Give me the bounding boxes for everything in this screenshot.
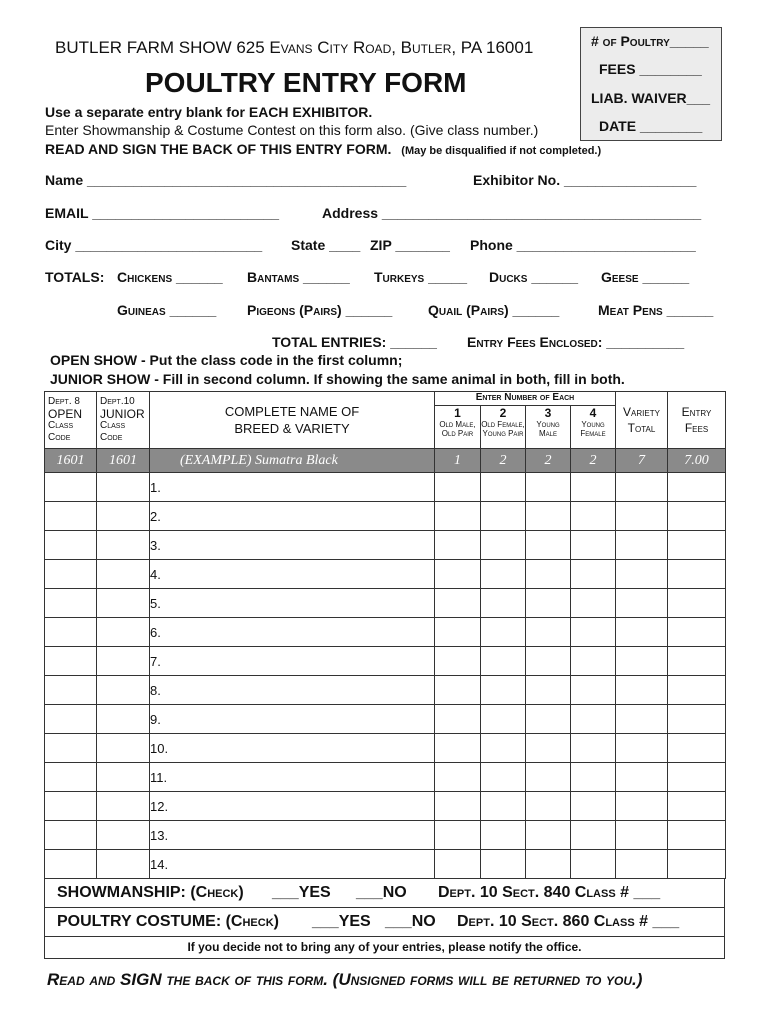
col-young-female — [571, 406, 615, 448]
breed-cell[interactable] — [150, 473, 435, 502]
totals-bantams[interactable]: Bantams ______ — [247, 269, 350, 285]
show-address: BUTLER FARM SHOW 625 Evans City Road, Butler, PA 16001 — [55, 38, 534, 57]
footer-sign-notice: Read and SIGN the back of this form. (Unsigned forms will be returned to you.) — [47, 970, 643, 989]
count1-cell[interactable] — [435, 589, 481, 618]
example-count-4: 2 — [571, 449, 616, 473]
count1-cell[interactable] — [435, 792, 481, 821]
count1-cell[interactable] — [435, 618, 481, 647]
junior-code-cell[interactable] — [97, 821, 150, 850]
junior-code-cell[interactable] — [97, 502, 150, 531]
junior-code-cell[interactable] — [97, 705, 150, 734]
col-junior-code: Code — [100, 432, 123, 443]
open-code-cell[interactable] — [45, 792, 97, 821]
breed-cell[interactable] — [150, 676, 435, 705]
count4-cell[interactable] — [571, 618, 616, 647]
count2-cell[interactable] — [481, 676, 526, 705]
col-open-dept: Dept. 8 — [48, 396, 80, 407]
breed-cell[interactable] — [150, 705, 435, 734]
open-show-instruction: OPEN SHOW - Put the class code in the first column; — [50, 352, 403, 368]
open-code-cell[interactable] — [45, 734, 97, 763]
variety-total-cell[interactable] — [616, 589, 668, 618]
entry-row — [45, 850, 726, 879]
junior-code-cell[interactable] — [97, 676, 150, 705]
col-junior-dept: Dept.10 — [100, 396, 135, 407]
variety-total-cell[interactable] — [616, 705, 668, 734]
col-breed-line2: BREED & VARIETY — [234, 421, 350, 436]
count4-cell[interactable] — [571, 502, 616, 531]
totals-pigeons[interactable]: Pigeons (Pairs) ______ — [247, 302, 393, 318]
showmanship-class[interactable]: Dept. 10 Sect. 840 Class # ___ — [438, 884, 661, 901]
count1-cell[interactable] — [435, 821, 481, 850]
junior-code-cell[interactable] — [97, 531, 150, 560]
col-open-label: OPEN — [48, 407, 83, 421]
open-code-cell[interactable] — [45, 473, 97, 502]
junior-code-cell[interactable] — [97, 473, 150, 502]
entry-row — [45, 589, 726, 618]
example-row — [45, 449, 726, 473]
col-breed-variety — [150, 392, 435, 449]
showmanship-row — [44, 879, 725, 908]
junior-code-cell[interactable] — [97, 763, 150, 792]
entry-row — [45, 676, 726, 705]
col-young-male — [526, 406, 571, 448]
row-number: 12. — [150, 798, 169, 814]
variety-total-cell[interactable] — [616, 531, 668, 560]
sub4-line2: Female — [580, 429, 606, 438]
count1-cell[interactable] — [435, 850, 481, 879]
row-number: 3. — [150, 537, 161, 553]
variety-total-cell[interactable] — [616, 647, 668, 676]
office-poultry-count: # of Poultry_____ — [591, 33, 709, 49]
breed-cell[interactable] — [150, 821, 435, 850]
sub1-line1: Old Male, — [439, 420, 476, 429]
entry-fees-cell[interactable] — [668, 821, 726, 850]
entry-row — [45, 734, 726, 763]
count3-cell[interactable] — [526, 618, 571, 647]
variety-total-cell[interactable] — [616, 502, 668, 531]
count2-cell[interactable] — [481, 589, 526, 618]
name-field[interactable]: Name _________________________________________ — [45, 172, 407, 188]
row-number: 10. — [150, 740, 169, 756]
breed-cell[interactable] — [150, 850, 435, 879]
address-field[interactable]: Address _________________________________________ — [322, 205, 702, 221]
entry-row — [45, 560, 726, 589]
count4-cell[interactable] — [571, 589, 616, 618]
count2-cell[interactable] — [481, 705, 526, 734]
example-entry-fees: 7.00 — [668, 449, 726, 473]
example-count-3: 2 — [526, 449, 571, 473]
col-old-male-old-pair — [435, 406, 481, 448]
example-count-2: 2 — [481, 449, 526, 473]
entry-fees-cell[interactable] — [668, 734, 726, 763]
office-fees: FEES ________ — [599, 61, 702, 77]
entry-fees-cell[interactable] — [668, 850, 726, 879]
entry-fees-cell[interactable] — [668, 473, 726, 502]
count3-cell[interactable] — [526, 676, 571, 705]
totals-quail[interactable]: Quail (Pairs) ______ — [428, 302, 560, 318]
count4-cell[interactable] — [571, 676, 616, 705]
count1-cell[interactable] — [435, 705, 481, 734]
instruction-sign-back — [45, 141, 601, 157]
sub4-line1: Young — [581, 420, 605, 429]
entry-fees-cell[interactable] — [668, 560, 726, 589]
entry-row — [45, 821, 726, 850]
entry-table — [44, 391, 726, 879]
junior-code-cell[interactable] — [97, 850, 150, 879]
count2-cell[interactable] — [481, 850, 526, 879]
row-number: 14. — [150, 856, 169, 872]
junior-code-cell[interactable] — [97, 734, 150, 763]
junior-code-cell[interactable] — [97, 618, 150, 647]
open-code-cell[interactable] — [45, 618, 97, 647]
count1-cell[interactable] — [435, 734, 481, 763]
entry-fees-cell[interactable] — [668, 705, 726, 734]
junior-code-cell[interactable] — [97, 589, 150, 618]
col-fees-line2: Fees — [684, 421, 709, 435]
entry-fees-cell[interactable] — [668, 531, 726, 560]
totals-geese[interactable]: Geese ______ — [601, 269, 690, 285]
entry-row — [45, 763, 726, 792]
junior-code-cell[interactable] — [97, 792, 150, 821]
count3-cell[interactable] — [526, 850, 571, 879]
showmanship-label: SHOWMANSHIP: (Check) — [57, 884, 244, 901]
junior-show-instruction: JUNIOR SHOW - Fill in second column. If showing the same animal in both, fill in both. — [50, 371, 625, 387]
row-number: 5. — [150, 595, 161, 611]
col-fees-line1: Entry — [681, 405, 712, 419]
count3-cell[interactable] — [526, 531, 571, 560]
count4-cell[interactable] — [571, 763, 616, 792]
breed-cell[interactable] — [150, 618, 435, 647]
totals-label: TOTALS: — [45, 269, 105, 285]
totals-turkeys[interactable]: Turkeys _____ — [374, 269, 468, 285]
breed-cell[interactable] — [150, 647, 435, 676]
breed-cell[interactable] — [150, 560, 435, 589]
costume-label: POULTRY COSTUME: (Check) — [57, 913, 279, 930]
row-number: 8. — [150, 682, 161, 698]
sub3-line1: Young — [536, 420, 560, 429]
row-number: 7. — [150, 653, 161, 669]
count1-cell[interactable] — [435, 531, 481, 560]
costume-no[interactable]: ___NO — [385, 913, 436, 930]
count1-cell[interactable] — [435, 763, 481, 792]
col-junior-label: JUNIOR — [100, 407, 145, 421]
sub3-num: 3 — [544, 406, 552, 420]
variety-total-cell[interactable] — [616, 560, 668, 589]
row-number: 2. — [150, 508, 161, 524]
count3-cell[interactable] — [526, 560, 571, 589]
instruction-separate-blank: Use a separate entry blank for EACH EXHIBITOR. — [45, 104, 373, 120]
example-variety-total: 7 — [616, 449, 668, 473]
costume-class[interactable]: Dept. 10 Sect. 860 Class # ___ — [457, 913, 680, 930]
count1-cell[interactable] — [435, 560, 481, 589]
entry-fees-enclosed-field[interactable]: Entry Fees Enclosed: __________ — [467, 334, 685, 350]
count2-cell[interactable] — [481, 792, 526, 821]
open-code-cell[interactable] — [45, 821, 97, 850]
email-field[interactable]: EMAIL ________________________ — [45, 205, 280, 221]
col-variety-total — [616, 392, 668, 449]
entry-row — [45, 647, 726, 676]
count1-cell[interactable] — [435, 647, 481, 676]
sub1-line2: Old Pair — [441, 429, 474, 438]
count4-cell[interactable] — [571, 705, 616, 734]
office-use-box — [580, 27, 722, 141]
row-number: 9. — [150, 711, 161, 727]
totals-chickens[interactable]: Chickens ______ — [117, 269, 223, 285]
form-title: POULTRY ENTRY FORM — [145, 67, 467, 98]
entry-fees-cell[interactable] — [668, 763, 726, 792]
count1-cell[interactable] — [435, 473, 481, 502]
count4-cell[interactable] — [571, 473, 616, 502]
enter-number-label: Enter Number of Each — [435, 392, 615, 406]
open-code-cell[interactable] — [45, 502, 97, 531]
entry-row — [45, 618, 726, 647]
disqualify-note: (May be disqualified if not completed.) — [401, 145, 602, 157]
showmanship-yes[interactable]: ___YES — [272, 884, 331, 901]
variety-total-cell[interactable] — [616, 473, 668, 502]
breed-cell[interactable] — [150, 589, 435, 618]
variety-total-cell[interactable] — [616, 676, 668, 705]
open-code-cell[interactable] — [45, 763, 97, 792]
variety-total-cell[interactable] — [616, 618, 668, 647]
entry-row — [45, 502, 726, 531]
count3-cell[interactable] — [526, 821, 571, 850]
variety-total-cell[interactable] — [616, 763, 668, 792]
open-code-cell[interactable] — [45, 589, 97, 618]
junior-code-cell[interactable] — [97, 560, 150, 589]
col-junior-class-code — [97, 392, 150, 449]
count2-cell[interactable] — [481, 821, 526, 850]
entry-fees-cell[interactable] — [668, 618, 726, 647]
col-breed-line1: COMPLETE NAME OF — [224, 404, 360, 419]
phone-field[interactable]: Phone _______________________ — [470, 237, 696, 253]
row-number: 1. — [150, 479, 161, 495]
instruction-showmanship: Enter Showmanship & Costume Contest on this form also. (Give class number.) — [45, 122, 539, 138]
variety-total-cell[interactable] — [616, 821, 668, 850]
open-code-cell[interactable] — [45, 850, 97, 879]
breed-cell[interactable] — [150, 792, 435, 821]
entry-fees-cell[interactable] — [668, 502, 726, 531]
count3-cell[interactable] — [526, 734, 571, 763]
count2-cell[interactable] — [481, 502, 526, 531]
example-breed: (EXAMPLE) Sumatra Black — [150, 449, 435, 473]
office-liability-waiver: LIAB. WAIVER___ — [591, 90, 711, 106]
col-junior-class: Class — [100, 420, 126, 431]
open-code-cell[interactable] — [45, 705, 97, 734]
col-open-code: Code — [48, 432, 71, 443]
entry-row — [45, 705, 726, 734]
breed-cell[interactable] — [150, 531, 435, 560]
count2-cell[interactable] — [481, 531, 526, 560]
notice-row — [44, 937, 725, 959]
entry-row — [45, 473, 726, 502]
count3-cell[interactable] — [526, 705, 571, 734]
breed-cell[interactable] — [150, 763, 435, 792]
count2-cell[interactable] — [481, 618, 526, 647]
open-code-cell[interactable] — [45, 647, 97, 676]
count4-cell[interactable] — [571, 531, 616, 560]
variety-total-cell[interactable] — [616, 734, 668, 763]
breed-cell[interactable] — [150, 734, 435, 763]
count2-cell[interactable] — [481, 763, 526, 792]
entry-row — [45, 531, 726, 560]
row-number: 13. — [150, 827, 169, 843]
city-field[interactable]: City ________________________ — [45, 237, 263, 253]
count2-cell[interactable] — [481, 647, 526, 676]
count1-cell[interactable] — [435, 502, 481, 531]
count3-cell[interactable] — [526, 473, 571, 502]
count4-cell[interactable] — [571, 734, 616, 763]
count3-cell[interactable] — [526, 502, 571, 531]
totals-meat-pens[interactable]: Meat Pens ______ — [598, 302, 714, 318]
col-enter-number-group — [435, 392, 616, 449]
zip-field[interactable]: ZIP _______ — [370, 237, 450, 253]
row-number: 4. — [150, 566, 161, 582]
sub2-num: 2 — [499, 406, 507, 420]
entry-fees-cell[interactable] — [668, 589, 726, 618]
example-count-1: 1 — [435, 449, 481, 473]
showmanship-no[interactable]: ___NO — [356, 884, 407, 901]
entry-fees-cell[interactable] — [668, 676, 726, 705]
total-entries-field[interactable]: TOTAL ENTRIES: ______ — [272, 334, 437, 350]
entry-fees-cell[interactable] — [668, 792, 726, 821]
example-open-code: 1601 — [45, 449, 97, 473]
col-entry-fees — [668, 392, 726, 449]
count2-cell[interactable] — [481, 560, 526, 589]
count4-cell[interactable] — [571, 647, 616, 676]
example-junior-code: 1601 — [97, 449, 150, 473]
sub2-line1: Old Female, — [481, 420, 525, 429]
count3-cell[interactable] — [526, 647, 571, 676]
totals-guineas[interactable]: Guineas ______ — [117, 302, 217, 318]
count4-cell[interactable] — [571, 560, 616, 589]
count4-cell[interactable] — [571, 792, 616, 821]
row-number: 6. — [150, 624, 161, 640]
notify-office-notice: If you decide not to bring any of your entries, please notify the office. — [187, 940, 582, 954]
junior-code-cell[interactable] — [97, 647, 150, 676]
costume-yes[interactable]: ___YES — [312, 913, 371, 930]
count4-cell[interactable] — [571, 850, 616, 879]
count4-cell[interactable] — [571, 821, 616, 850]
row-number: 11. — [150, 769, 168, 785]
entry-row — [45, 792, 726, 821]
costume-row — [44, 908, 725, 937]
sub2-line2: Young Pair — [482, 429, 524, 438]
breed-cell[interactable] — [150, 502, 435, 531]
open-code-cell[interactable] — [45, 560, 97, 589]
entry-fees-cell[interactable] — [668, 647, 726, 676]
count1-cell[interactable] — [435, 676, 481, 705]
count2-cell[interactable] — [481, 473, 526, 502]
col-open-class-code — [45, 392, 97, 449]
col-variety-line2: Total — [627, 421, 656, 435]
variety-total-cell[interactable] — [616, 792, 668, 821]
instruction-sign-back-text: READ AND SIGN THE BACK OF THIS ENTRY FORM. — [45, 141, 392, 157]
sub4-num: 4 — [589, 406, 597, 420]
state-field[interactable]: State ____ — [291, 237, 361, 253]
sub1-num: 1 — [454, 406, 461, 420]
exhibitor-number-field[interactable]: Exhibitor No. _________________ — [473, 172, 697, 188]
count2-cell[interactable] — [481, 734, 526, 763]
count3-cell[interactable] — [526, 763, 571, 792]
count3-cell[interactable] — [526, 792, 571, 821]
count3-cell[interactable] — [526, 589, 571, 618]
office-date: DATE ________ — [599, 118, 703, 134]
col-old-female-young-pair — [481, 406, 526, 448]
col-variety-line1: Variety — [623, 405, 660, 419]
open-code-cell[interactable] — [45, 531, 97, 560]
sub3-line2: Male — [538, 429, 557, 438]
open-code-cell[interactable] — [45, 676, 97, 705]
totals-ducks[interactable]: Ducks ______ — [489, 269, 579, 285]
col-open-class: Class — [48, 420, 74, 431]
variety-total-cell[interactable] — [616, 850, 668, 879]
